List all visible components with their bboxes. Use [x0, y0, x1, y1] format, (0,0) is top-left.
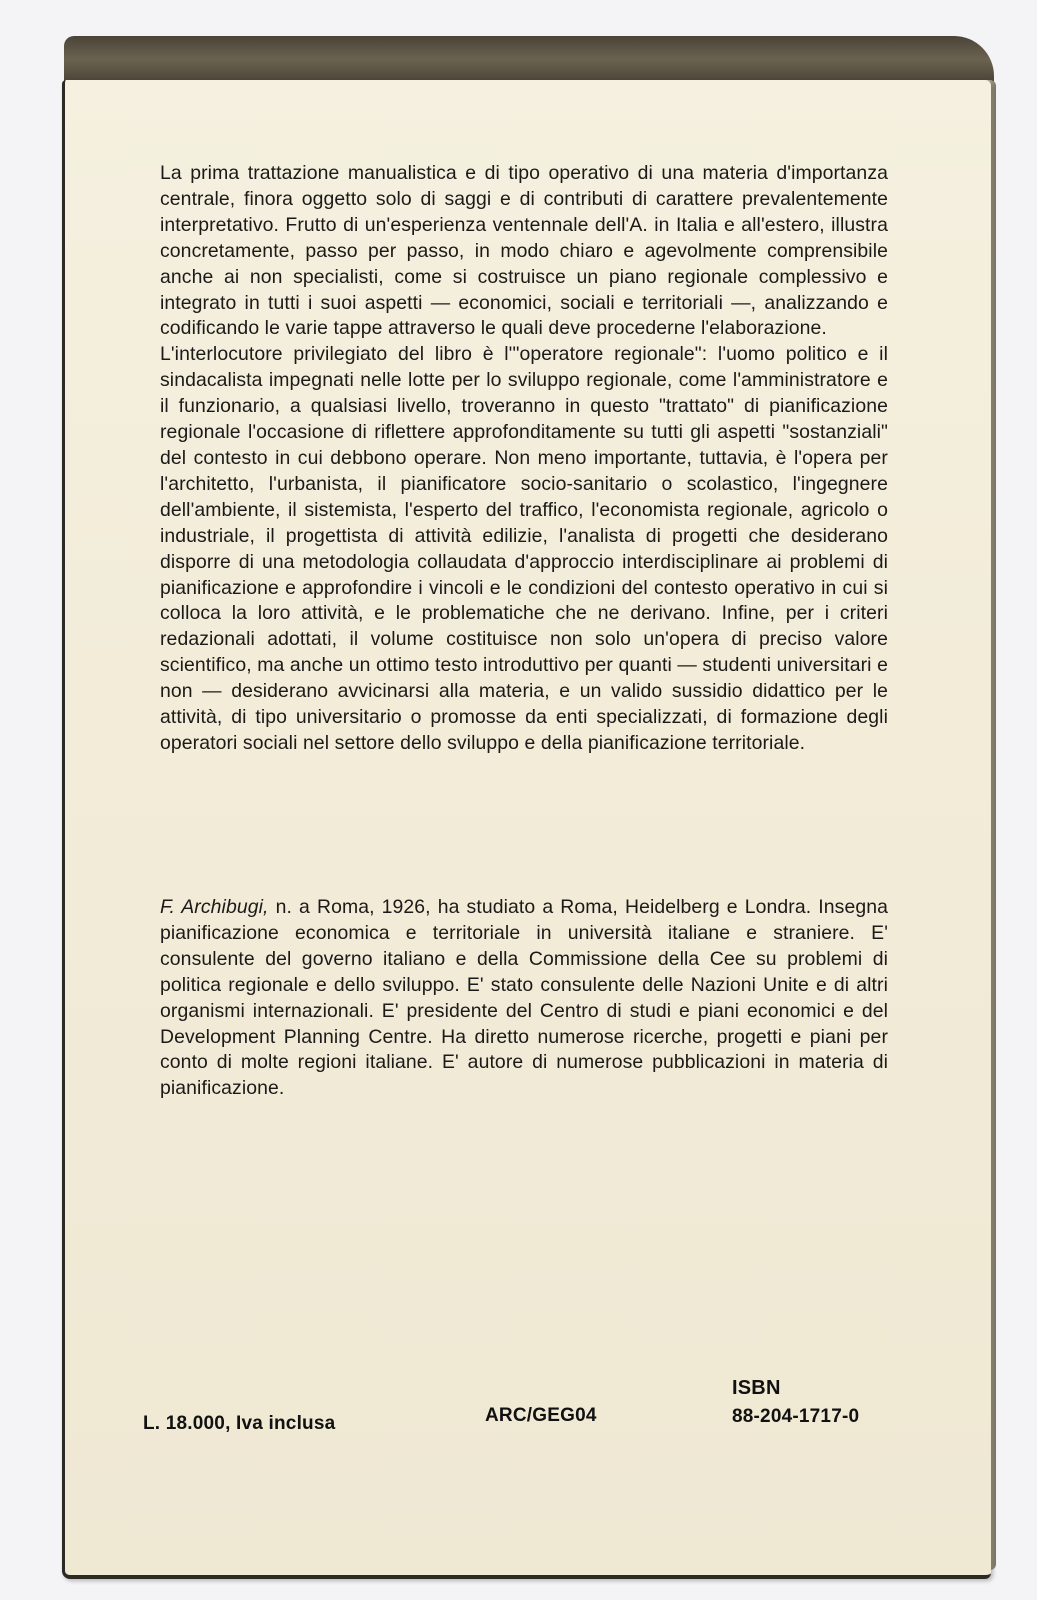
- book-description: [160, 161, 888, 757]
- author-name: F. Archibugi,: [160, 896, 269, 918]
- series-code: ARC/GEG04: [485, 1405, 597, 1426]
- author-bio: [160, 895, 888, 1102]
- isbn-number: 88-204-1717-0: [732, 1406, 860, 1427]
- isbn-label: ISBN: [732, 1377, 781, 1399]
- description-paragraph-2: L'interlocutore privilegiato del libro è l'"operatore regionale": l'uomo politico e il sindacalista impegnati nelle lotte per lo sviluppo regionale, come l'amministratore e il funzionario, a qualsiasi livello, troveranno in questo "trattato" di pianificazione regionale l'occasione di riflettere approfonditamente su tutti gli aspetti "sostanziali" del contesto in cui debbono operare. Non meno importante, tuttavia, è l'opera per l'architetto, l'urbanista, il pianificatore socio-sanitario o scolastico, l'ingegnere dell'ambiente, il sistemista, l'esperto del traffico, l'economista regionale, agricolo o industriale, il progettista di attività edilizie, l'analista di progetti che desiderano disporre di una metodologia collaudata d'approccio interdisciplinare ai problemi di pianificazione e approfondire i vincoli e le condizioni del contesto operativo in cui si colloca la loro attività, e le problematiche che ne derivano. Infine, per i criteri redazionali adottati, il volume costituisce non solo un'opera di preciso valore scientifico, ma anche un ottimo testo introduttivo per quanti — studenti universitari e non — desiderano avvicinarsi alla materia, e un valido sussidio didattico per le attività, di tipo universitario o promosse da enti specializzati, di formazione degli operatori sociali nel settore dello sviluppo e della pianificazione territoriale.: [160, 343, 888, 754]
- back-cover: [62, 80, 991, 1579]
- price-label: L. 18.000, Iva inclusa: [143, 1413, 336, 1434]
- description-paragraph-1: La prima trattazione manualistica e di tipo operativo di una materia d'importanza centrale, finora oggetto solo di saggi e di contributi di carattere prevalentemente interpretativo. Frutto di un'esperienza ventennale dell'A. in Italia e all'estero, illustra concretamente, passo per passo, in modo chiaro e agevolmente comprensibile anche ai non specialisti, come si costruisce un piano regionale complessivo e integrato in tutti i suoi aspetti — economici, sociali e territoriali —, analizzando e codificando le varie tappe attraverso le quali deve procederne l'elaborazione.: [160, 162, 888, 340]
- author-bio-paragraph: [160, 895, 888, 1102]
- author-bio-text: n. a Roma, 1926, ha studiato a Roma, Heidelberg e Londra. Insegna pianificazione economica e territoriale in università italiane e straniere. E' consulente del governo italiano e della Commissione della Cee su problemi di politica regionale e dello sviluppo. E' stato consulente delle Nazioni Unite e di altri organismi internazionali. E' presidente del Centro di studi e piani economici e del Development Planning Centre. Ha diretto numerose ricerche, progetti e piani per conto di molte regioni italiane. E' autore di numerose pubblicazioni in materia di pianificazione.: [160, 896, 888, 1100]
